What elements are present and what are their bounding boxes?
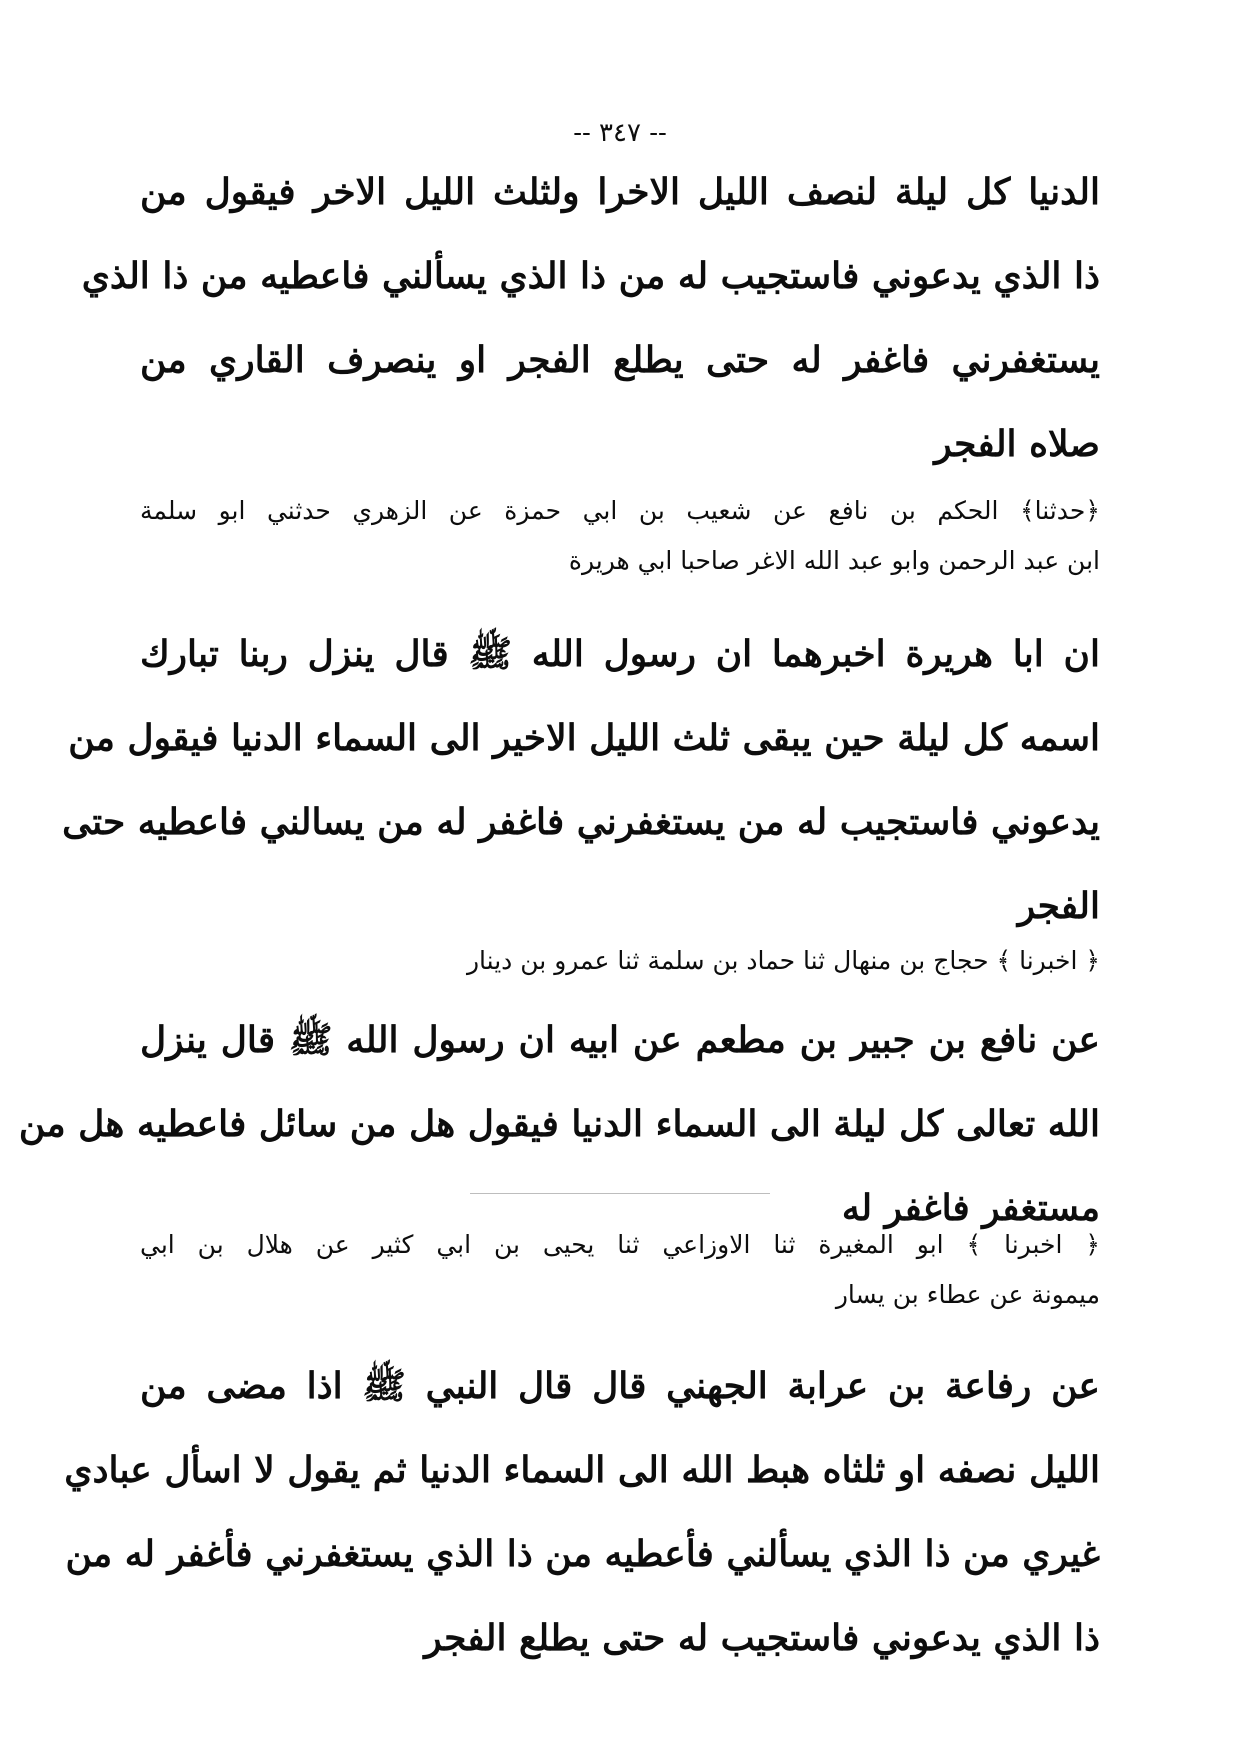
main-paragraph-4: [64, 1344, 1100, 1680]
text-line: ﴿ اخبرنا ﴾ حجاج بن منهال ثنا حماد بن سلمة ثنا عمرو بن دينار: [466, 946, 1100, 975]
text-line: يدعوني فاستجيب له من يستغفرني فاغفر له من يسالني فاعطيه حتى: [62, 801, 1100, 843]
text-line: صلاه الفجر: [934, 423, 1100, 465]
text-line: ﴿حدثنا﴾ الحكم بن نافع عن شعيب بن ابي حمزة عن الزهري حدثني ابو سلمة: [140, 496, 1100, 525]
text-line: الليل نصفه او ثلثاه هبط الله الى السماء الدنيا ثم يقول لا اسأل عبادي: [64, 1449, 1100, 1491]
text-line: يستغفرني فاغفر له حتى يطلع الفجر او ينصرف القاري من: [140, 339, 1100, 381]
text-line: عن نافع بن جبير بن مطعم عن ابيه ان رسول الله ﷺ قال ينزل: [140, 1019, 1100, 1061]
text-line: عن رفاعة بن عرابة الجهني قال قال النبي ﷺ اذا مضى من: [140, 1365, 1100, 1407]
isnad-paragraph-2: [140, 936, 1100, 986]
text-line: الفجر: [1017, 885, 1100, 927]
text-line: ان ابا هريرة اخبرهما ان رسول الله ﷺ قال ينزل ربنا تبارك: [140, 633, 1100, 675]
text-line: ذا الذي يدعوني فاستجيب له حتى يطلع الفجر: [424, 1617, 1100, 1659]
main-paragraph-2: [62, 612, 1100, 948]
text-line: مستغفر فاغفر له: [841, 1187, 1100, 1229]
text-line: ﴿ اخبرنا ﴾ ابو المغيرة ثنا الاوزاعي ثنا يحيى بن ابي كثير عن هلال بن ابي: [140, 1230, 1100, 1259]
isnad-paragraph-1: [140, 486, 1100, 586]
isnad-paragraph-3: [140, 1220, 1100, 1320]
faint-divider: [470, 1193, 770, 1194]
text-line: اسمه كل ليلة حين يبقى ثلث الليل الاخير الى السماء الدنيا فيقول من: [68, 717, 1100, 759]
text-line: ابن عبد الرحمن وابو عبد الله الاغر صاحبا ابي هريرة: [568, 546, 1100, 575]
text-line: ميمونة عن عطاء بن يسار: [835, 1280, 1100, 1309]
main-paragraph-3: [18, 998, 1100, 1250]
main-paragraph-1: [81, 150, 1100, 486]
text-line: الدنيا كل ليلة لنصف الليل الاخرا ولثلث الليل الاخر فيقول من: [140, 171, 1100, 213]
text-line: الله تعالى كل ليلة الى السماء الدنيا فيقول هل من سائل فاعطيه هل من: [18, 1103, 1100, 1145]
text-line: غيري من ذا الذي يسألني فأعطيه من ذا الذي يستغفرني فأغفر له من: [65, 1533, 1100, 1575]
page-number: -- ٣٤٧ --: [573, 118, 667, 148]
text-line: ذا الذي يدعوني فاستجيب له من ذا الذي يسألني فاعطيه من ذا الذي: [81, 255, 1100, 297]
